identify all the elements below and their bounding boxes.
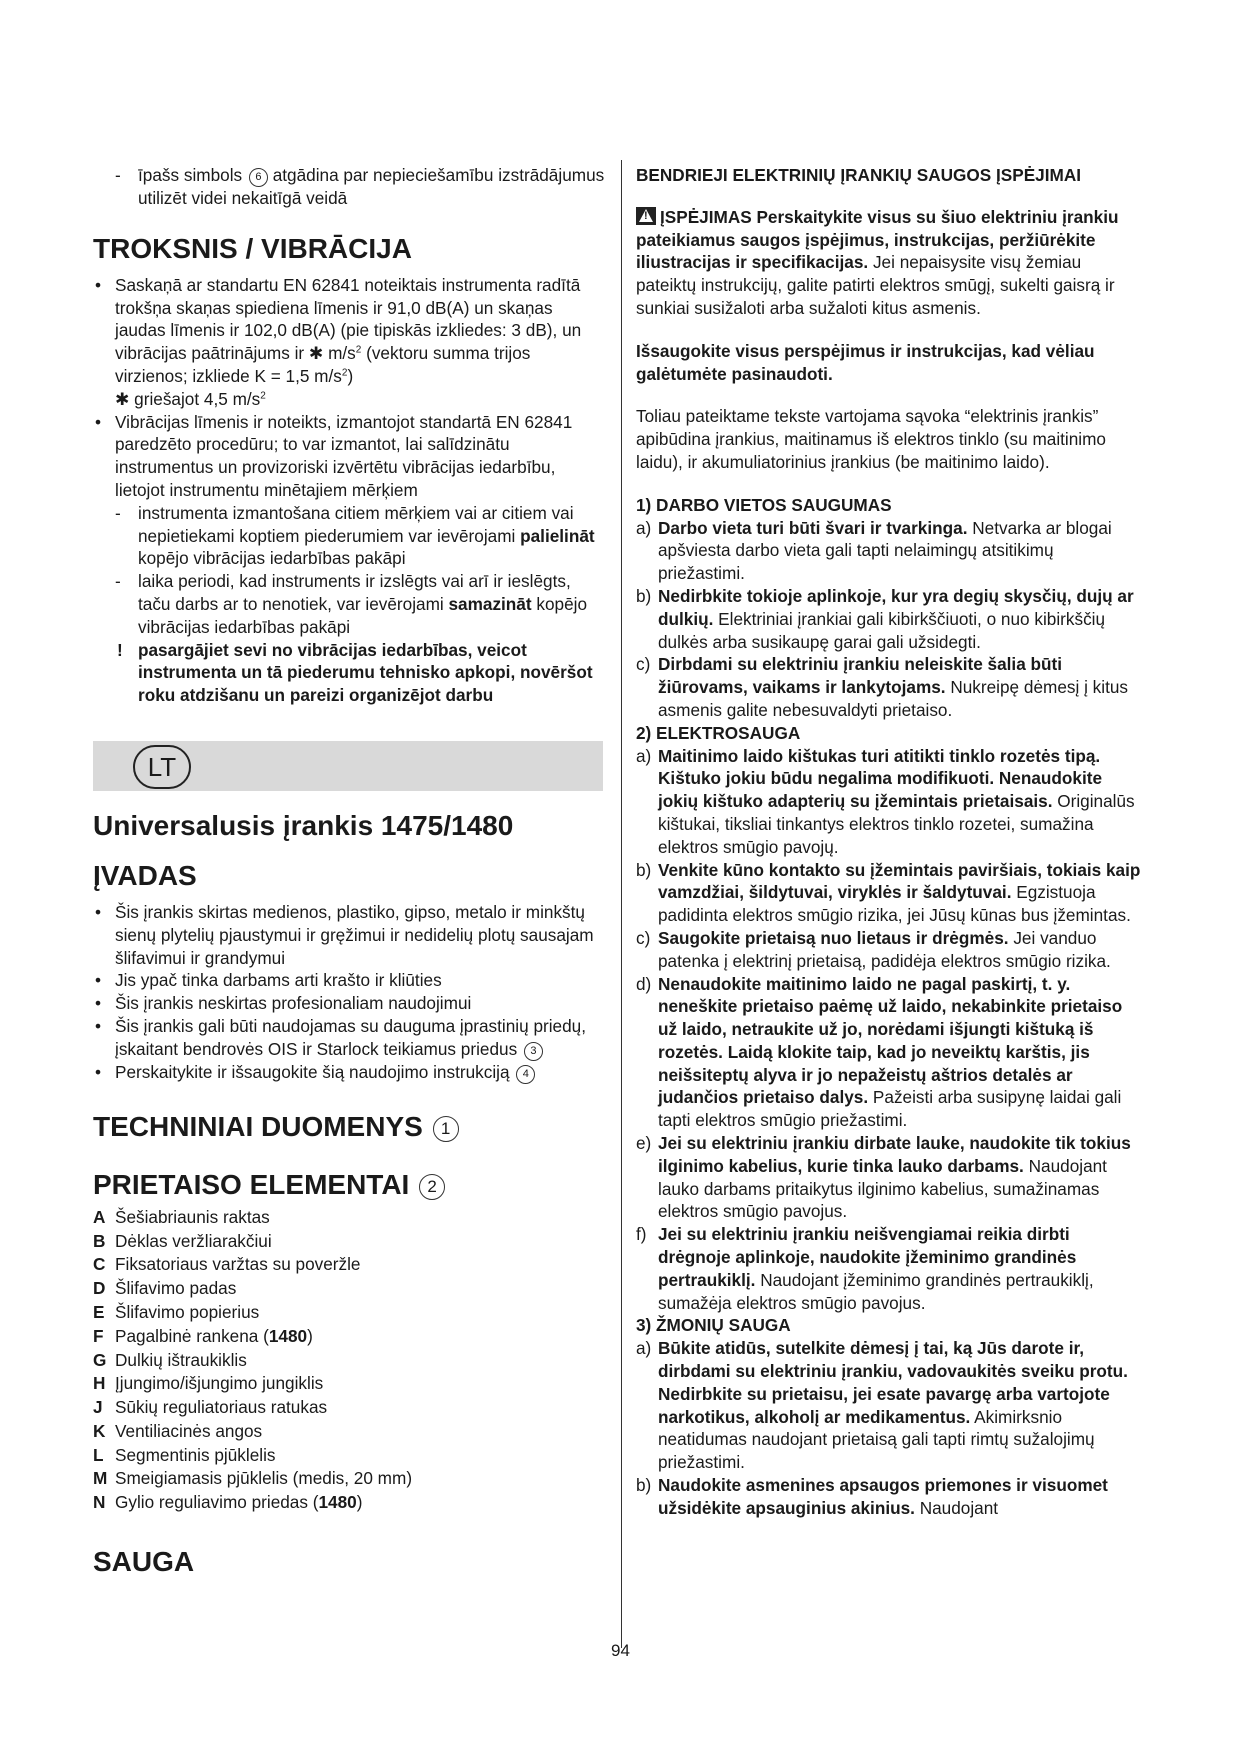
item-text: kopējo vibrācijas iedarbības pakāpi	[138, 548, 406, 569]
item-text: Naudojant įžeminimo grandinės pertraukiklį, sumažėja elektros smūgio pavojus.	[658, 1269, 1094, 1313]
note-text: īpašs simbols	[138, 165, 243, 185]
left-column	[93, 164, 605, 1587]
introduction-heading: ĮVADAS	[93, 859, 197, 891]
list-item	[636, 973, 1144, 1133]
item-text: Šis įrankis skirtas medienos, plastiko, gipso, metalo ir minkštų sienų plytelių pjaustymui ir gręžimui ir nedidelių plotų sausajam šlifavimui ir grandymui	[115, 901, 594, 968]
part-text: Pagalbinė rankena (	[115, 1325, 269, 1346]
item-bold: Jei su elektriniu įrankiu dirbate lauke, naudokite tik tokius ilginimo kabelius, kurie tinka lauko darbams.	[658, 1133, 1131, 1176]
dash-marker: -	[115, 502, 121, 523]
page-number: 94	[611, 1641, 630, 1660]
item-marker: d)	[636, 973, 652, 994]
part-letter: G	[93, 1349, 107, 1370]
part-name: Dėklas veržliarakčiui	[115, 1230, 272, 1251]
product-title: Universalusis įrankis 1475/1480	[93, 809, 514, 841]
list-item	[636, 1132, 1144, 1223]
item-text: )	[347, 365, 354, 386]
part-letter: B	[93, 1230, 106, 1251]
general-safety-heading: BENDRIEJI ELEKTRINIŲ ĮRANKIŲ SAUGOS ĮSPĖJIMAI	[636, 165, 1082, 185]
part-letter: M	[93, 1468, 108, 1489]
section-heading: 1) DARBO VIETOS SAUGUMAS	[636, 494, 892, 515]
list-item	[636, 1223, 1144, 1314]
list-item	[93, 274, 605, 411]
item-marker: a)	[636, 1338, 652, 1359]
bullet-marker: •	[95, 901, 102, 922]
bullet-marker: •	[95, 1061, 102, 1082]
part-letter: L	[93, 1444, 104, 1465]
superscript: 2	[355, 344, 362, 356]
part-name: Ventiliacinės angos	[115, 1420, 263, 1441]
list-item	[93, 1372, 412, 1396]
safety-heading: SAUGA	[93, 1546, 195, 1578]
list-item	[636, 653, 1144, 721]
part-name: Šešiabriaunis raktas	[115, 1206, 270, 1227]
item-text: Vibrācijas līmenis ir noteikts, izmantojot standartā EN 62841 paredzēto procedūru; to var izmantot, lai salīdzinātu instrumentus un provizoriski izvērtētu vibrācijas iedarbību, lietojot instrumentu minētajiem mērķiem	[115, 411, 573, 500]
item-text: ✱ griešajot 4,5 m/s	[115, 388, 261, 409]
list-item	[93, 1015, 605, 1061]
column-divider	[621, 160, 622, 1648]
part-letter: A	[93, 1206, 106, 1227]
list-item	[93, 1253, 412, 1277]
item-bold: Naudokite asmenines apsaugos priemones ir visuomet užsidėkite apsauginius akinius.	[658, 1475, 1108, 1518]
superscript: 2	[260, 390, 266, 402]
dash-marker: -	[115, 165, 121, 185]
list-item	[93, 1230, 412, 1254]
item-text: instrumenta izmantošana citiem mērķiem vai ar citiem vai nepietiekami koptiem piederumiem var ievērojami	[138, 502, 574, 546]
parts-list	[93, 1206, 412, 1515]
exclamation-marker: !	[117, 639, 123, 660]
list-item	[93, 411, 605, 502]
item-marker: b)	[636, 1475, 652, 1496]
note-text: atgādina par nepieciešamību izstrādājumus utilizēt videi nekaitīgā veidā	[138, 165, 605, 208]
item-marker: b)	[636, 859, 652, 880]
list-item	[93, 1491, 412, 1515]
item-bold: Nedirbkite tokioje aplinkoje, kur yra degių skysčių, dujų ar dulkių.	[658, 585, 1134, 629]
list-subitem	[93, 502, 605, 570]
part-letter: J	[93, 1397, 103, 1418]
part-name	[115, 1491, 412, 1515]
item-bold: Būkite atidūs, sutelkite dėmesį į tai, ką Jūs darote ir, dirbdami su elektriniu įrankiu, vadovaukitės sveiku protu. Nedirbkite su prietaisu, jei esate pavargę arba vartojote narkotikus, alkoholį ar medikamentus.	[658, 1338, 1128, 1427]
item-bold: Dirbdami su elektriniu įrankiu neleiskite šalia būti žiūrovams, vaikams ir lankytojams.	[658, 654, 1063, 698]
item-text: Akimirksnio neatidumas naudojant prietaisą gali tapti rimtų sužalojimų priežastimi.	[658, 1406, 1095, 1473]
list-item	[93, 992, 605, 1015]
warning-text: pasargājiet sevi no vibrācijas iedarbības, veicot instrumenta un tā piederumu tehnisko apkopi, novēršot roku atdzišanu un pareizi organizējot darbu	[138, 639, 593, 706]
item-text: Pažeisti arba susipynę laidai gali tapti elektros smūgio priežastimi.	[658, 1087, 1122, 1131]
part-letter: E	[93, 1301, 105, 1322]
list-item	[93, 1301, 412, 1325]
list-item	[636, 859, 1144, 927]
part-name: Įjungimo/išjungimo jungiklis	[115, 1373, 324, 1394]
warning-triangle-icon	[636, 207, 656, 225]
item-marker: a)	[636, 745, 652, 766]
language-badge: LT	[133, 745, 191, 789]
item-text: laika periodi, kad instruments ir izslēgts vai arī ir ieslēgts, taču darbs ar to nenotiek, var ievērojami	[138, 571, 571, 614]
item-text: Šis įrankis gali būti naudojamas su dauguma įprastinių priedų, įskaitant bendrovės OIS ir Starlock teikiamus priedus	[115, 1015, 587, 1059]
item-bold: Venkite kūno kontakto su įžemintais paviršiais, tokiais kaip vamzdžiai, šildytuvai, viryklės ir šaldytuvai.	[658, 859, 1141, 903]
list-item	[636, 1474, 1144, 1520]
part-name: Šlifavimo popierius	[115, 1301, 260, 1322]
item-text: Naudojant	[914, 1497, 999, 1518]
list-item	[636, 927, 1144, 973]
item-text: kopējo vibrācijas iedarbības pakāpi	[138, 593, 588, 637]
item-bold: Nenaudokite maitinimo laido ne pagal paskirtį, t. y. neneškite prietaiso paėmę už laido, nekabinkite prietaiso už laido, netraukite už jo, norėdami išjungti kištuką iš rozetės. Laidą klokite taip, kad jo neveiktų karštis, jis neišsiteptų alyva ir jo nepažeistų aštrios detalės ar judančios prietaiso dalys.	[658, 973, 1123, 1108]
list-item	[93, 1396, 412, 1420]
heading-text: PRIETAISO ELEMENTAI	[93, 1168, 410, 1200]
warning-text: Jei nepaisysite visų žemiau pateiktų instrukcijų, galite patirti elektros smūgį, sukelti gaisrą ir sunkiai susižaloti arba sužaloti kitus asmenis.	[636, 252, 1115, 318]
term-definition: Toliau pateiktame tekste vartojama sąvoka “elektrinis įrankis” apibūdina įrankius, maitinamus iš elektros tinklo (su maitinimo laidu), ir akumuliatorinius įrankius (be maitinimo laido).	[636, 406, 1106, 472]
item-marker: f)	[636, 1224, 647, 1245]
warning-paragraph	[636, 206, 1144, 320]
list-item	[636, 517, 1144, 585]
item-text: Naudojant lauko darbams pritaikytus ilginimo kabelius, sumažinamas elektros smūgio pavojus.	[658, 1155, 1107, 1222]
heading-text: TECHNINIAI DUOMENYS	[93, 1110, 423, 1142]
warning-bold-text: ĮSPĖJIMAS Perskaitykite visus su šiuo elektriniu įrankiu pateikiamus saugos įspėjimus, instrukcijas, peržiūrėkite iliustracijas ir specifikacijas.	[636, 206, 1119, 273]
disposal-symbol-note	[93, 164, 605, 210]
part-text: )	[307, 1325, 313, 1346]
introduction-list	[93, 901, 605, 1084]
list-subitem	[93, 570, 605, 638]
part-letter: K	[93, 1420, 106, 1441]
item-marker: e)	[636, 1133, 652, 1154]
part-text: )	[356, 1492, 363, 1513]
emphasis-text: samazināt	[448, 593, 532, 614]
item-text: Elektriniai įrankiai gali kibirkščiuoti, o nuo kibirkščių dulkės arba susikaupę garai gali užsidegti.	[658, 608, 1106, 652]
part-name: Sūkių reguliatoriaus ratukas	[115, 1397, 328, 1418]
part-name: Dulkių ištraukiklis	[115, 1349, 247, 1370]
item-text: Netvarka ar blogai apšviesta darbo vieta gali tapti nelaimingų atsitikimų priežastimi.	[658, 517, 1112, 584]
tool-elements-heading	[93, 1168, 605, 1202]
part-name: Šlifavimo padas	[115, 1278, 237, 1299]
part-letter: D	[93, 1278, 106, 1299]
list-item	[93, 1349, 412, 1373]
section-heading: 2) ELEKTROSAUGA	[636, 722, 801, 743]
dash-marker: -	[115, 571, 121, 592]
item-marker: c)	[636, 927, 651, 948]
list-item	[93, 1277, 412, 1301]
list-item	[636, 1337, 1144, 1474]
save-instructions: Išsaugokite visus perspėjimus ir instrukcijas, kad vėliau galėtumėte pasinaudoti.	[636, 340, 1095, 384]
item-text: Nukreipę dėmesį į kitus asmenis galite nebesuvaldyti prietaiso.	[658, 677, 1129, 720]
part-letter: H	[93, 1373, 106, 1394]
bullet-marker: •	[95, 274, 102, 295]
circled-number: 6	[249, 168, 268, 187]
model-number: 1480	[318, 1492, 357, 1513]
part-name: Segmentinis pjūklelis	[115, 1444, 276, 1465]
noise-vibration-list	[93, 274, 605, 707]
bullet-marker: •	[95, 411, 102, 432]
part-letter: F	[93, 1325, 104, 1346]
list-item	[93, 1420, 412, 1444]
technical-data-heading	[93, 1110, 605, 1144]
right-column	[636, 164, 1144, 1520]
item-text: Šis įrankis neskirtas profesionaliam naudojimui	[115, 993, 472, 1014]
item-text: Saskaņā ar standartu EN 62841 noteiktais instrumenta radītā trokšņa skaņas spiediena līmenis ir 91,0 dB(A) un skaņas jaudas līmenis ir 102,0 dB(A) (pie tipiskās izkliedes: 3 dB), un vibrācijas paātrinājums ir ✱ m/s	[115, 274, 582, 364]
bullet-marker: •	[95, 970, 102, 991]
circled-number: 1	[433, 1116, 459, 1142]
item-marker: b)	[636, 585, 652, 606]
item-text: Originalūs kištukai, tiksliai tinkantys elektros tinklo rozetei, sumažina elektros smūgio pavojų.	[658, 791, 1135, 857]
item-bold: Maitinimo laido kištukas turi atitikti tinklo rozetės tipą. Kištuko jokiu būdu negalima modifikuoti. Nenaudokite jokių kištuko adapterių su įžemintais prietaisais.	[658, 745, 1103, 812]
language-bar	[93, 741, 603, 791]
item-text: (vektoru summa trijos virzienos; izkliede K = 1,5 m/s	[115, 343, 531, 386]
emphasis-text: palielināt	[520, 525, 595, 546]
list-item	[93, 1467, 412, 1491]
bullet-marker: •	[95, 993, 102, 1014]
circled-number: 3	[524, 1042, 543, 1061]
list-item	[636, 745, 1144, 859]
item-bold: Jei su elektriniu įrankiu neišvengiamai reikia dirbti drėgnoje aplinkoje, naudokite įžeminimo grandinės pertraukiklį.	[658, 1224, 1077, 1290]
circled-number: 2	[419, 1174, 445, 1200]
part-name	[115, 1325, 412, 1349]
part-text: Gylio reguliavimo priedas (	[115, 1492, 319, 1513]
list-item	[636, 585, 1144, 653]
bullet-marker: •	[95, 1015, 102, 1036]
model-number: 1480	[268, 1325, 308, 1346]
item-text: Jis ypač tinka darbams arti krašto ir kliūties	[115, 970, 442, 991]
item-bold: Saugokite prietaisą nuo lietaus ir drėgmės.	[658, 927, 1009, 948]
warning-item	[93, 639, 605, 707]
list-item	[93, 1325, 412, 1349]
list-item	[93, 1444, 412, 1468]
item-marker: c)	[636, 654, 651, 675]
part-name: Smeigiamasis pjūklelis (medis, 20 mm)	[115, 1468, 413, 1489]
list-item	[93, 969, 605, 992]
superscript: 2	[341, 367, 348, 379]
item-marker: a)	[636, 517, 652, 538]
item-bold: Darbo vieta turi būti švari ir tvarkinga.	[658, 517, 968, 538]
part-letter: N	[93, 1492, 106, 1513]
item-text: Egzistuoja padidinta elektros smūgio rizika, jei Jūsų kūnas bus įžemintas.	[658, 882, 1131, 926]
item-text: Jei vanduo patenka į elektrinį prietaisą, padidėja elektros smūgio rizika.	[658, 927, 1111, 971]
section-heading: 3) ŽMONIŲ SAUGA	[636, 1315, 791, 1336]
noise-vibration-heading: TROKSNIS / VIBRĀCIJA	[93, 232, 412, 264]
list-item	[93, 1061, 605, 1084]
list-item	[93, 1206, 412, 1230]
part-letter: C	[93, 1254, 106, 1275]
list-item	[93, 901, 605, 969]
item-text: Perskaitykite ir išsaugokite šią naudojimo instrukciją	[115, 1061, 510, 1082]
circled-number: 4	[516, 1065, 535, 1084]
part-name: Fiksatoriaus varžtas su poveržle	[115, 1254, 361, 1275]
